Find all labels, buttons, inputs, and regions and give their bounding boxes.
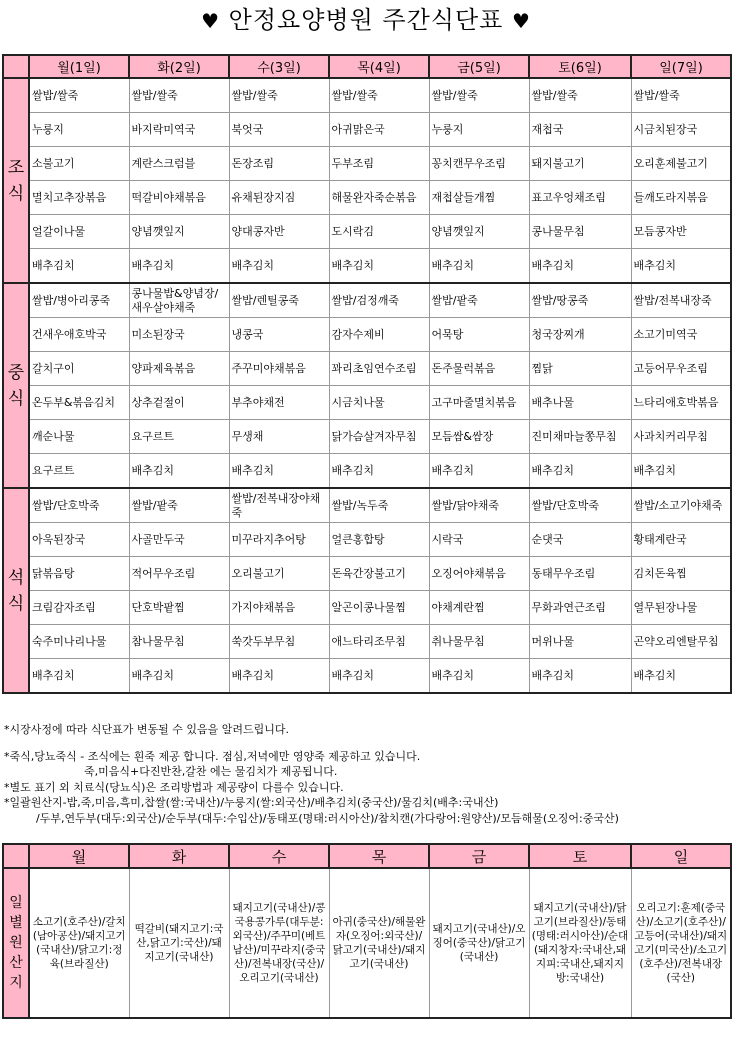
origin-label: 일 별 원 산 지 (3, 868, 29, 1018)
menu-cell: 무생채 (229, 420, 329, 454)
day-header: 일(7일) (631, 55, 731, 78)
origin-table (2, 843, 732, 1019)
menu-row (3, 318, 731, 352)
menu-row (3, 659, 731, 694)
menu-cell: 크림감자조림 (29, 591, 129, 625)
menu-cell: 쌀밥/쌀죽 (229, 78, 329, 113)
menu-cell: 모듬콩자반 (631, 215, 731, 249)
day-header: 월(1일) (29, 55, 129, 78)
note-line: *일괄원산지-밥,죽,미음,흑미,찹쌀(쌀:국내산)/누룽지(쌀:외국산)/배추김치(중국산)/물김치(배추:국내산) (4, 796, 499, 809)
menu-cell: 얼갈이나물 (29, 215, 129, 249)
weekly-menu-table (2, 54, 732, 694)
menu-cell: 취나물무침 (429, 625, 529, 659)
menu-cell: 쌀밥/전복내장야채죽 (229, 488, 329, 523)
meal-label: 석 식 (3, 488, 29, 693)
heart-icon: ♥ (511, 9, 531, 33)
menu-cell: 쌀밥/닭야채죽 (429, 488, 529, 523)
menu-cell: 멸치고추장볶음 (29, 181, 129, 215)
menu-row (3, 147, 731, 181)
menu-cell: 배추김치 (229, 249, 329, 284)
menu-cell: 시락국 (429, 523, 529, 557)
menu-cell: 들깨도라지볶음 (631, 181, 731, 215)
menu-row (3, 488, 731, 523)
day-header-row (3, 55, 731, 78)
menu-cell: 느타리애호박볶음 (631, 386, 731, 420)
menu-cell: 표고우엉채조림 (529, 181, 631, 215)
heart-icon: ♥ (201, 9, 221, 33)
menu-cell: 감자수제비 (329, 318, 429, 352)
menu-cell: 쌀밥/단호박죽 (29, 488, 129, 523)
menu-cell: 해물완자죽순볶음 (329, 181, 429, 215)
menu-cell: 유채된장지짐 (229, 181, 329, 215)
menu-cell: 배추김치 (129, 454, 229, 489)
corner-cell (3, 55, 29, 78)
menu-cell: 양대콩자반 (229, 215, 329, 249)
menu-cell: 황태계란국 (631, 523, 731, 557)
menu-row (3, 420, 731, 454)
menu-cell: 시금치된장국 (631, 113, 731, 147)
menu-cell: 모듬쌈&쌈장 (429, 420, 529, 454)
menu-cell: 소고기미역국 (631, 318, 731, 352)
menu-cell: 가지야채볶음 (229, 591, 329, 625)
menu-cell: 쌀밥/녹두죽 (329, 488, 429, 523)
origin-cell: 돼지고기(국내산)/콩국용콩가루(대두분:외국산)/주꾸미(베트남산)/미꾸라지(중국산)/전복내장(국산)/오리고기(국내산) (229, 868, 329, 1018)
menu-cell: 돈주물럭볶음 (429, 352, 529, 386)
menu-cell: 배추김치 (29, 659, 129, 694)
menu-cell: 미소된장국 (129, 318, 229, 352)
menu-cell: 사골만두국 (129, 523, 229, 557)
menu-cell: 계란스크럼블 (129, 147, 229, 181)
menu-row (3, 113, 731, 147)
menu-cell: 아귀맑은국 (329, 113, 429, 147)
menu-cell: 숙주미나리나물 (29, 625, 129, 659)
origin-cell: 돼지고기(국내산)/오징어(중국산)/닭고기(국내산) (429, 868, 529, 1018)
menu-cell: 양념깻잎지 (129, 215, 229, 249)
day-header: 화(2일) (129, 55, 229, 78)
menu-cell: 오리불고기 (229, 557, 329, 591)
day-header: 토(6일) (529, 55, 631, 78)
menu-cell: 진미채마늘쫑무침 (529, 420, 631, 454)
menu-cell: 순댓국 (529, 523, 631, 557)
corner-cell (3, 844, 29, 868)
menu-row (3, 181, 731, 215)
menu-cell: 요구르트 (29, 454, 129, 489)
menu-cell: 재첩국 (529, 113, 631, 147)
day-header: 목(4일) (329, 55, 429, 78)
page-title (0, 0, 732, 38)
menu-cell: 상추겉절이 (129, 386, 229, 420)
menu-cell: 재첩살들개찜 (429, 181, 529, 215)
origin-header-row (3, 844, 731, 868)
menu-cell: 얼큰홍합탕 (329, 523, 429, 557)
menu-cell: 쌀밥/쌀죽 (129, 78, 229, 113)
menu-cell: 야채계란찜 (429, 591, 529, 625)
menu-cell: 애느타리조무침 (329, 625, 429, 659)
menu-cell: 배추김치 (429, 454, 529, 489)
menu-cell: 쌀밥/팥죽 (129, 488, 229, 523)
menu-row (3, 557, 731, 591)
menu-cell: 양파제육볶음 (129, 352, 229, 386)
menu-cell: 돈장조림 (229, 147, 329, 181)
menu-cell: 배추김치 (429, 249, 529, 284)
menu-cell: 오징어야채볶음 (429, 557, 529, 591)
menu-cell: 무화과연근조림 (529, 591, 631, 625)
menu-cell: 곤약오리엔탈무침 (631, 625, 731, 659)
menu-cell: 머위나물 (529, 625, 631, 659)
menu-cell: 참나물무침 (129, 625, 229, 659)
origin-day-header: 목 (329, 844, 429, 868)
menu-cell: 양념깻잎지 (429, 215, 529, 249)
menu-cell: 떡갈비야채볶음 (129, 181, 229, 215)
menu-cell: 쌀밥/단호박죽 (529, 488, 631, 523)
note-line: *죽식,당뇨죽식 - 조식에는 흰죽 제공 합니다. 점심,저녁에만 영양죽 제공하고 있습니다. (4, 750, 421, 763)
menu-row (3, 591, 731, 625)
origin-day-header: 화 (129, 844, 229, 868)
menu-cell: 도시락김 (329, 215, 429, 249)
menu-cell: 사과치커리무침 (631, 420, 731, 454)
menu-cell: 배추김치 (229, 659, 329, 694)
note-line: /두부,연두부(대두:외국산)/순두부(대두:수입산)/동태포(명태:러시아산)/참치캔(가다랑어:원양산)/모듬해물(오징어:중국산) (36, 812, 619, 825)
menu-cell: 콩나물무침 (529, 215, 631, 249)
origin-day-header: 금 (429, 844, 529, 868)
menu-cell: 배추김치 (329, 249, 429, 284)
menu-cell: 배추김치 (229, 454, 329, 489)
origin-row (3, 868, 731, 1018)
menu-cell: 쌀밥/소고기야채죽 (631, 488, 731, 523)
origin-cell: 떡갈비(돼지고기:국산,닭고기:국산)/돼지고기(국내산) (129, 868, 229, 1018)
menu-cell: 온두부&볶음김치 (29, 386, 129, 420)
menu-row (3, 249, 731, 284)
menu-cell: 고구마줄멸치볶음 (429, 386, 529, 420)
origin-day-header: 일 (631, 844, 731, 868)
menu-cell: 배추김치 (29, 249, 129, 284)
menu-cell: 바지락미역국 (129, 113, 229, 147)
menu-cell: 배추김치 (329, 659, 429, 694)
menu-cell: 갈치구이 (29, 352, 129, 386)
menu-cell: 주꾸미야채볶음 (229, 352, 329, 386)
menu-row (3, 454, 731, 489)
menu-cell: 요구르트 (129, 420, 229, 454)
menu-cell: 배추김치 (329, 454, 429, 489)
menu-cell: 오리훈제불고기 (631, 147, 731, 181)
menu-cell: 김치돈육찜 (631, 557, 731, 591)
meal-label: 조 식 (3, 78, 29, 283)
origin-cell: 소고기(호주산)/갈치(남아공산)/돼지고기(국내산)/닭고기:정육(브라질산) (29, 868, 129, 1018)
menu-cell: 찜닭 (529, 352, 631, 386)
menu-cell: 배추김치 (129, 659, 229, 694)
menu-cell: 동태무우조림 (529, 557, 631, 591)
menu-cell: 냉콩국 (229, 318, 329, 352)
menu-cell: 쌀밥/팥죽 (429, 283, 529, 318)
menu-row (3, 78, 731, 113)
origin-day-header: 월 (29, 844, 129, 868)
menu-row (3, 386, 731, 420)
origin-cell: 오리고기:훈제(중국산)/소고기(호주산)/고등어(국내산)/돼지고기(미국산)/소고기(호주산)/전복내장(국산) (631, 868, 731, 1018)
menu-cell: 배추김치 (129, 249, 229, 284)
origin-day-header: 수 (229, 844, 329, 868)
menu-cell: 단호박팥찜 (129, 591, 229, 625)
menu-cell: 알곤이콩나물찜 (329, 591, 429, 625)
origin-cell: 돼지고기(국내산)/닭고기(브라질산)/동태(명태:러시아산)/순대(돼지창자:국내산,돼지피:국내산,돼지지방:국내산) (529, 868, 631, 1018)
menu-cell: 배추김치 (631, 249, 731, 284)
day-header: 금(5일) (429, 55, 529, 78)
menu-row (3, 352, 731, 386)
meal-label: 중 식 (3, 283, 29, 488)
menu-row (3, 625, 731, 659)
menu-cell: 어묵탕 (429, 318, 529, 352)
menu-cell: 소불고기 (29, 147, 129, 181)
menu-cell: 건새우애호박국 (29, 318, 129, 352)
menu-cell: 콩나물밥&양념장/새우살야채죽 (129, 283, 229, 318)
menu-cell: 돈육간장불고기 (329, 557, 429, 591)
menu-cell: 열무된장나물 (631, 591, 731, 625)
menu-cell: 미꾸라지추어탕 (229, 523, 329, 557)
menu-cell: 시금치나물 (329, 386, 429, 420)
note-line: 죽,미음식+다진반찬,갈찬 에는 물김치가 제공됩니다. (84, 765, 338, 778)
menu-cell: 쌀밥/병아리콩죽 (29, 283, 129, 318)
menu-cell: 아욱된장국 (29, 523, 129, 557)
menu-cell: 부추야채전 (229, 386, 329, 420)
menu-cell: 배추나물 (529, 386, 631, 420)
menu-cell: 쌀밥/쌀죽 (631, 78, 731, 113)
menu-cell: 두부조림 (329, 147, 429, 181)
menu-cell: 쑥갓두부무침 (229, 625, 329, 659)
menu-cell: 쌀밥/땅콩죽 (529, 283, 631, 318)
menu-cell: 닭볶음탕 (29, 557, 129, 591)
title-text: 안정요양병원 주간식단표 (228, 6, 504, 34)
menu-cell: 배추김치 (529, 659, 631, 694)
menu-cell: 배추김치 (529, 249, 631, 284)
menu-cell: 쌀밥/쌀죽 (29, 78, 129, 113)
menu-cell: 누룽지 (429, 113, 529, 147)
menu-cell: 돼지불고기 (529, 147, 631, 181)
note-line: *별도 표기 외 치료식(당뇨식)은 조리방법과 제공량이 다를수 있습니다. (4, 781, 344, 794)
menu-cell: 고등어무우조림 (631, 352, 731, 386)
menu-cell: 쌀밥/렌틸콩죽 (229, 283, 329, 318)
day-header: 수(3일) (229, 55, 329, 78)
menu-cell: 배추김치 (631, 659, 731, 694)
menu-cell: 꽈리초임연수조림 (329, 352, 429, 386)
menu-cell: 배추김치 (529, 454, 631, 489)
menu-row (3, 215, 731, 249)
menu-cell: 배추김치 (631, 454, 731, 489)
menu-cell: 청국장찌개 (529, 318, 631, 352)
menu-cell: 북엇국 (229, 113, 329, 147)
menu-cell: 꽁치캔무우조림 (429, 147, 529, 181)
menu-cell: 쌀밥/전복내장죽 (631, 283, 731, 318)
origin-day-header: 토 (529, 844, 631, 868)
origin-cell: 아귀(중국산)/해물완자(오징어:외국산)/닭고기(국내산)/돼지고기(국내산) (329, 868, 429, 1018)
menu-cell: 쌀밥/쌀죽 (529, 78, 631, 113)
menu-cell: 누룽지 (29, 113, 129, 147)
menu-cell: 깨순나물 (29, 420, 129, 454)
menu-row (3, 283, 731, 318)
menu-cell: 쌀밥/검정깨죽 (329, 283, 429, 318)
menu-cell: 닭가슴살겨자무침 (329, 420, 429, 454)
menu-cell: 쌀밥/쌀죽 (329, 78, 429, 113)
note-line: *시장사정에 따라 식단표가 변동될 수 있음을 알려드립니다. (4, 723, 289, 736)
menu-row (3, 523, 731, 557)
menu-cell: 쌀밥/쌀죽 (429, 78, 529, 113)
menu-cell: 적어무우조림 (129, 557, 229, 591)
menu-cell: 배추김치 (429, 659, 529, 694)
